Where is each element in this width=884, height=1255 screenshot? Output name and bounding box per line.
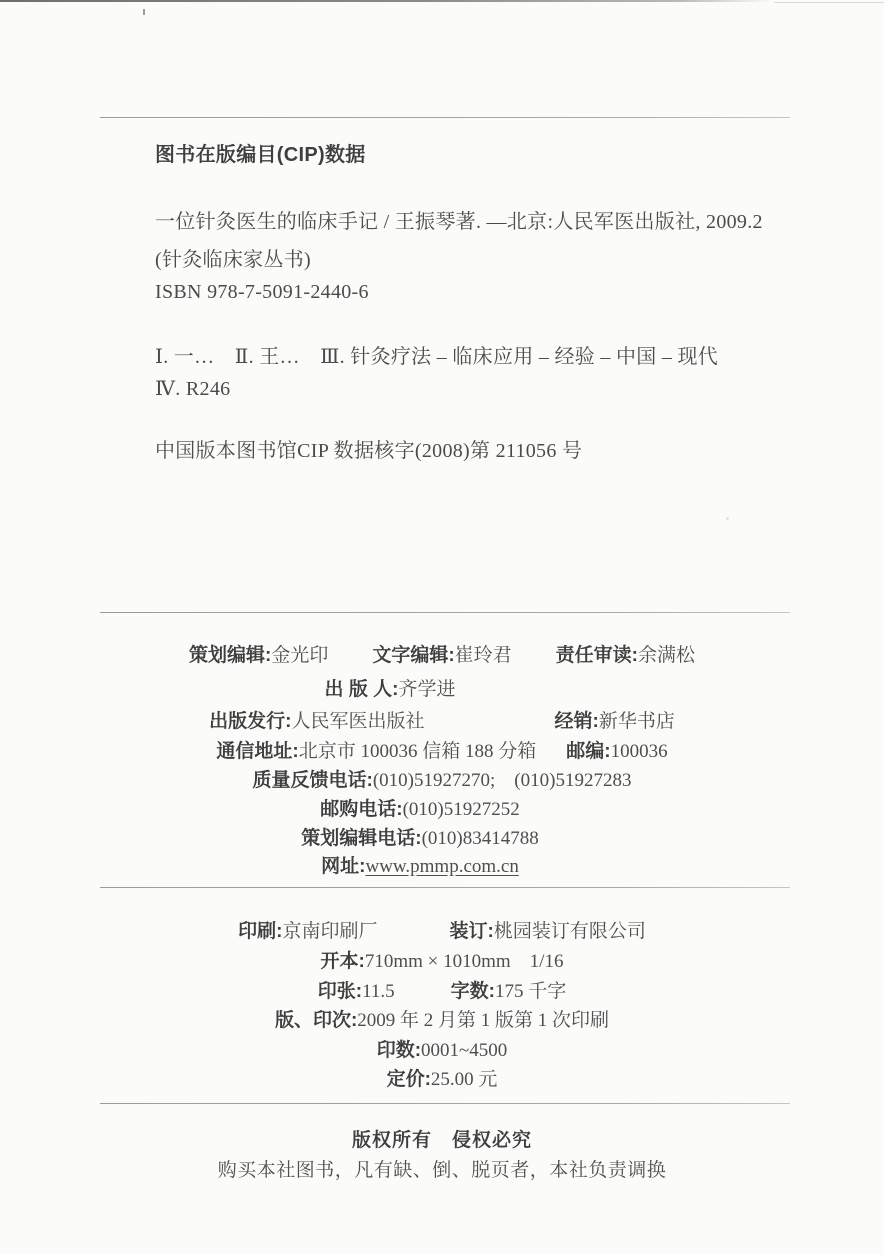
planning-editor-value: 金光印 [271, 645, 329, 666]
sheets-row [0, 976, 884, 1003]
website [321, 851, 519, 878]
rule-printing [100, 887, 790, 888]
publisher [209, 706, 424, 733]
cip-classification-line-1: Ⅰ. 一… Ⅱ. 王… Ⅲ. 针灸疗法 – 临床应用 – 经验 – 中国 – 现代 [155, 346, 719, 368]
website-url: www.pmmp.com.cn [365, 856, 519, 877]
price-label: 定价: [386, 1069, 431, 1090]
feedback-phone-label: 质量反馈电话: [252, 770, 373, 791]
cip-description-line: 一位针灸医生的临床手记 / 王振琴著. —北京:人民军医出版社, 2009.2 [155, 211, 763, 233]
word-count [451, 976, 567, 1003]
distributor-label: 经销: [554, 711, 599, 732]
address-row [0, 736, 884, 763]
website-row [0, 851, 862, 878]
price-value: 25.00 元 [430, 1069, 498, 1090]
printer-value: 京南印刷厂 [282, 921, 378, 942]
price-row [0, 1064, 884, 1091]
publisher-value: 人民军医出版社 [291, 711, 425, 732]
scan-tick-artifact [143, 9, 145, 15]
mail-order-phone-label: 邮购电话: [320, 799, 403, 820]
spacer [395, 976, 451, 1003]
reviewer-value: 余满松 [638, 645, 696, 666]
printer [238, 916, 377, 943]
cip-heading: 图书在版编目(CIP)数据 [155, 144, 366, 166]
address [216, 736, 536, 763]
text-editor-label: 文字编辑: [372, 645, 455, 666]
edition-label: 版、印次: [274, 1010, 358, 1031]
spacer [425, 706, 555, 733]
editors-row [0, 640, 884, 667]
print-run-value: 0001~4500 [421, 1040, 508, 1061]
publisher-person-label: 出 版 人: [324, 679, 399, 700]
format-label: 开本: [320, 951, 365, 972]
spacer [378, 916, 450, 943]
rights-notice: 版权所有 侵权必究 [351, 1130, 532, 1151]
binding [450, 916, 646, 943]
planning-editor-label: 策划编辑: [188, 645, 272, 666]
postcode-value: 100036 [610, 741, 668, 762]
cip-series-line: (针灸临床家丛书) [155, 249, 312, 271]
mail-order-phone-row [0, 794, 862, 821]
scan-edge-artifact [0, 0, 772, 2]
reviewer [556, 640, 695, 667]
distributor-value: 新华书店 [598, 711, 675, 732]
print-run-label: 印数: [376, 1040, 422, 1061]
print-run [377, 1035, 508, 1062]
website-label: 网址: [321, 856, 366, 877]
publisher-person [325, 674, 456, 701]
planning-phone-value: (010)83414788 [421, 828, 539, 849]
cip-classification-line-2: Ⅳ. R246 [155, 378, 231, 400]
planning-phone-label: 策划编辑电话: [301, 828, 422, 849]
format-value: 710mm × 1010mm 1/16 [364, 951, 564, 972]
publisher-person-value: 齐学进 [398, 679, 456, 700]
spacer [536, 736, 566, 763]
edition [275, 1005, 609, 1032]
edition-value: 2009 年 2 月第 1 版第 1 次印刷 [357, 1010, 610, 1031]
cip-isbn-line: ISBN 978-7-5091-2440-6 [155, 281, 369, 303]
feedback-phone [253, 765, 632, 792]
publisher-label: 出版发行: [209, 711, 292, 732]
price [387, 1064, 498, 1091]
printer-label: 印刷: [238, 921, 283, 942]
distributor [555, 706, 675, 733]
feedback-phone-row [0, 765, 884, 792]
print-run-row [0, 1035, 884, 1062]
address-value: 北京市 100036 信箱 188 分箱 [298, 741, 537, 762]
edition-row [0, 1005, 884, 1032]
format-row [0, 946, 884, 973]
publisher-row [0, 706, 884, 733]
sheets-label: 印张: [317, 981, 363, 1002]
planning-phone-row [0, 823, 862, 850]
printer-row [0, 916, 884, 943]
feedback-phone-value: (010)51927270; (010)51927283 [372, 770, 632, 791]
spacer [328, 640, 372, 667]
binding-label: 装订: [449, 921, 494, 942]
rule-footer [100, 1103, 790, 1104]
publisher-person-row [0, 674, 832, 701]
word-count-label: 字数: [450, 981, 495, 1002]
rights-notice-row [0, 1125, 884, 1152]
cip-registry-line: 中国版本图书馆CIP 数据核字(2008)第 211056 号 [155, 440, 583, 462]
spacer [512, 640, 556, 667]
address-label: 通信地址: [216, 741, 299, 762]
rule-middle [100, 612, 790, 613]
format [321, 946, 564, 973]
scan-speck-artifact [726, 517, 729, 520]
text-editor [372, 640, 511, 667]
mail-order-phone [320, 794, 519, 821]
planning-phone [301, 823, 538, 850]
exchange-notice: 购买本社图书，凡有缺、倒、脱页者，本社负责调换 [217, 1160, 667, 1181]
sheets-value: 11.5 [362, 981, 395, 1002]
rule-top [100, 117, 790, 118]
text-editor-value: 崔玲君 [454, 645, 512, 666]
word-count-value: 175 千字 [494, 981, 567, 1002]
mail-order-phone-value: (010)51927252 [402, 799, 520, 820]
reviewer-label: 责任审读: [555, 645, 638, 666]
postcode-label: 邮编: [566, 741, 611, 762]
sheets [318, 976, 395, 1003]
planning-editor [189, 640, 328, 667]
scan-edge-artifact-right [774, 2, 884, 3]
exchange-notice-row [0, 1155, 884, 1182]
binding-value: 桃园装订有限公司 [493, 921, 646, 942]
postcode [566, 736, 667, 763]
